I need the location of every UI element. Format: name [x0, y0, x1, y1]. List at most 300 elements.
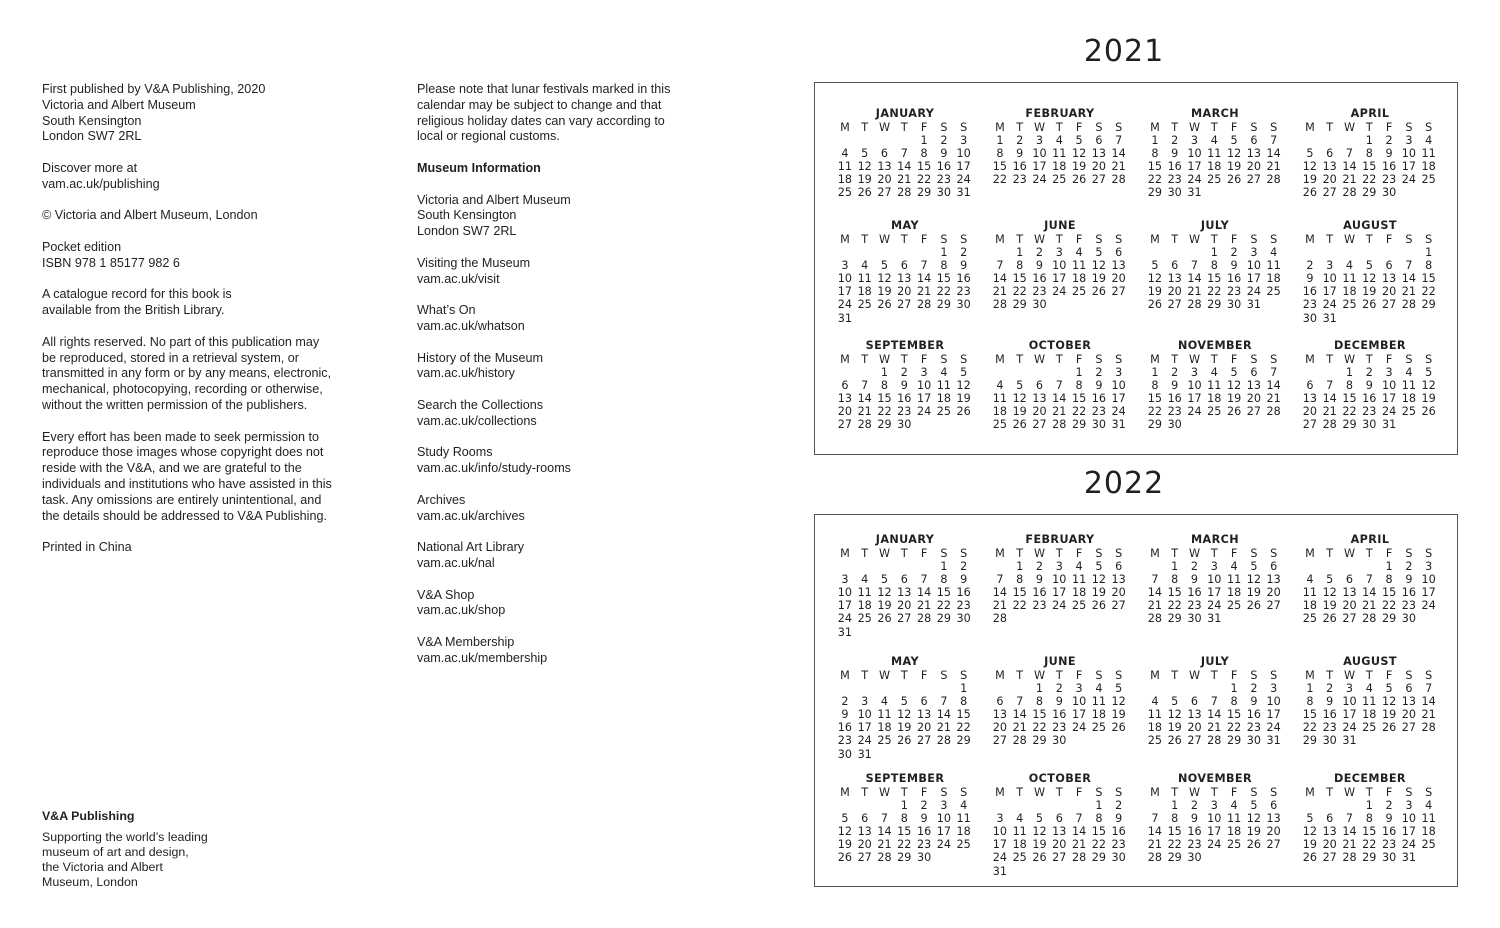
day-cell: 29 [1147, 186, 1163, 200]
weekday-header: S [1250, 353, 1258, 366]
weekday-header: M [1305, 786, 1315, 799]
day-cell: 9 [1385, 147, 1393, 161]
day-cell: 18 [1421, 160, 1436, 174]
catalogue-record: A catalogue record for this book is available from the British Library. [42, 287, 232, 318]
day-cell: 16 [1091, 392, 1106, 406]
day-cell: 11 [1207, 147, 1222, 161]
day-cell: 20 [1111, 272, 1126, 286]
day-cell: 13 [877, 160, 892, 174]
day-cell: 23 [1302, 298, 1318, 312]
day-cell: 27 [1381, 298, 1397, 312]
day-cell: 29 [1421, 298, 1436, 312]
day-cell: 26 [1071, 173, 1087, 187]
day-cell: 21 [877, 838, 892, 852]
empty-cell [1359, 560, 1379, 573]
month-february [990, 533, 1130, 626]
day-cell: 19 [1226, 392, 1242, 406]
weekday-header: T [1016, 786, 1024, 799]
day-cell: 26 [1421, 405, 1436, 419]
day-cell: 12 [1032, 825, 1047, 839]
day-cell: 9 [1095, 379, 1103, 393]
day-cell: 17 [837, 285, 853, 299]
day-cell: 22 [1032, 721, 1047, 735]
link-study-rooms: Study Rooms vam.ac.uk/info/study-rooms [417, 445, 571, 476]
day-grid [1300, 121, 1440, 200]
day-cell: 11 [1342, 272, 1357, 286]
day-cell: 25 [1421, 838, 1436, 852]
day-cell: 6 [1250, 366, 1258, 380]
day-cell: 22 [877, 405, 892, 419]
weekday-header: S [1425, 121, 1433, 134]
empty-cell [1204, 682, 1224, 695]
day-cell: 25 [1302, 612, 1318, 626]
day-cell: 5 [861, 147, 869, 161]
day-cell: 11 [1147, 708, 1163, 722]
day-cell: 15 [1032, 708, 1047, 722]
day-cell: 6 [1250, 134, 1258, 148]
day-cell: 2 [841, 695, 849, 709]
day-cell: 28 [1342, 851, 1357, 865]
day-cell: 8 [1306, 695, 1314, 709]
day-cell: 12 [1381, 695, 1397, 709]
weekday-header: W [1033, 121, 1046, 134]
day-cell: 29 [1032, 734, 1047, 748]
day-cell: 3 [861, 695, 869, 709]
day-cell: 3 [1115, 366, 1123, 380]
weekday-header: S [1425, 233, 1433, 246]
weekday-header: T [1210, 547, 1218, 560]
day-cell: 6 [841, 379, 849, 393]
empty-cell [914, 246, 934, 259]
day-cell: 5 [1250, 560, 1258, 574]
weekday-header: S [1270, 121, 1278, 134]
empty-cell [1185, 246, 1205, 259]
empty-cell [1030, 799, 1050, 812]
day-cell: 16 [1401, 586, 1416, 600]
day-cell: 2 [1250, 682, 1258, 696]
empty-cell [1049, 366, 1069, 379]
day-cell: 14 [992, 586, 1008, 600]
empty-cell [894, 246, 914, 259]
day-cell: 24 [916, 405, 932, 419]
month-name: JUNE [1044, 219, 1076, 232]
day-cell: 31 [1322, 311, 1337, 325]
day-cell: 30 [1401, 612, 1416, 626]
day-cell: 26 [1246, 838, 1261, 852]
empty-cell [894, 560, 914, 573]
day-cell: 20 [1302, 405, 1318, 419]
weekday-header: T [1016, 121, 1024, 134]
day-cell: 12 [956, 379, 971, 393]
day-cell: 4 [861, 573, 869, 587]
weekday-header: S [940, 353, 948, 366]
day-cell: 28 [1421, 721, 1436, 735]
year-title-2022: 2022 [1083, 466, 1165, 501]
day-cell: 28 [857, 418, 872, 432]
day-cell: 30 [897, 418, 912, 432]
publisher-address: First published by V&A Publishing, 2020 Victoria and Albert Museum South Kensington London SW7 2RL [42, 82, 266, 144]
day-grid [990, 121, 1130, 186]
weekday-header: F [1230, 786, 1238, 799]
day-cell: 7 [880, 812, 889, 826]
day-cell: 5 [1075, 134, 1083, 148]
weekday-header: S [1115, 786, 1123, 799]
month-name: FEBRUARY [1025, 533, 1095, 546]
weekday-header: T [900, 786, 908, 799]
day-cell: 21 [1111, 160, 1126, 174]
weekday-header: T [900, 547, 908, 560]
day-cell: 6 [1115, 560, 1123, 574]
day-cell: 12 [1322, 586, 1337, 600]
weekday-header: T [1171, 547, 1179, 560]
day-cell: 4 [1210, 366, 1218, 380]
weekday-header: M [840, 121, 850, 134]
day-cell: 17 [1266, 708, 1281, 722]
weekday-header: F [1385, 786, 1393, 799]
weekday-header: T [861, 786, 869, 799]
day-cell: 19 [1111, 708, 1126, 722]
weekday-header: W [1343, 547, 1356, 560]
day-cell: 20 [1032, 405, 1047, 419]
day-cell: 27 [1401, 721, 1416, 735]
empty-cell [1340, 560, 1360, 573]
day-cell: 11 [1266, 259, 1281, 273]
empty-cell [855, 134, 875, 147]
day-cell: 7 [1190, 259, 1199, 273]
day-cell: 11 [956, 812, 971, 826]
day-cell: 15 [992, 160, 1008, 174]
day-cell: 4 [1345, 259, 1354, 273]
day-cell: 24 [1421, 599, 1436, 613]
month-name: JANUARY [875, 107, 935, 120]
weekday-header: T [861, 121, 869, 134]
month-july [1145, 219, 1285, 312]
empty-cell [855, 246, 875, 259]
day-cell: 18 [936, 392, 951, 406]
day-cell: 31 [1401, 851, 1416, 865]
day-cell: 21 [936, 721, 951, 735]
day-cell: 14 [1147, 825, 1163, 839]
month-name: APRIL [1350, 107, 1390, 120]
day-cell: 9 [1171, 379, 1179, 393]
day-cell: 1 [1016, 246, 1024, 260]
weekday-header: M [995, 786, 1005, 799]
day-cell: 28 [1322, 418, 1337, 432]
day-cell: 24 [936, 838, 951, 852]
weekday-header: S [1425, 547, 1433, 560]
weekday-header: T [1365, 786, 1373, 799]
day-cell: 18 [1302, 599, 1318, 613]
day-cell: 10 [992, 825, 1008, 839]
day-cell: 30 [956, 298, 971, 312]
day-cell: 1 [900, 799, 908, 813]
day-cell: 20 [1091, 160, 1106, 174]
weekday-header: S [1405, 353, 1413, 366]
day-cell: 17 [1052, 586, 1067, 600]
day-cell: 29 [956, 734, 971, 748]
day-cell: 25 [857, 612, 872, 626]
day-cell: 12 [1302, 160, 1318, 174]
day-cell: 21 [1147, 838, 1163, 852]
day-grid [1145, 233, 1285, 312]
day-cell: 16 [956, 586, 971, 600]
day-cell: 19 [837, 838, 853, 852]
day-cell: 23 [1052, 721, 1067, 735]
weekday-header: F [1075, 353, 1083, 366]
day-cell: 16 [1246, 708, 1261, 722]
empty-cell [1030, 366, 1050, 379]
weekday-header: S [1095, 786, 1103, 799]
day-cell: 22 [1226, 721, 1242, 735]
weekday-header: M [1305, 233, 1315, 246]
day-cell: 3 [1345, 682, 1354, 696]
day-cell: 12 [837, 825, 853, 839]
weekday-header: W [1188, 786, 1201, 799]
day-cell: 4 [1405, 366, 1413, 380]
month-may [835, 219, 975, 325]
day-cell: 23 [956, 285, 971, 299]
day-cell: 2 [960, 560, 968, 574]
weekday-header: F [1230, 669, 1238, 682]
day-cell: 29 [1091, 851, 1106, 865]
day-cell: 17 [1071, 708, 1087, 722]
day-cell: 25 [857, 298, 872, 312]
day-cell: 26 [1032, 851, 1047, 865]
day-cell: 24 [1246, 285, 1261, 299]
empty-cell [1010, 682, 1030, 695]
weekday-header: S [1425, 786, 1433, 799]
weekday-header: T [1210, 669, 1218, 682]
day-cell: 20 [1052, 838, 1067, 852]
day-cell: 23 [837, 734, 853, 748]
day-cell: 2 [1055, 682, 1063, 696]
day-cell: 27 [1111, 599, 1126, 613]
day-cell: 3 [996, 812, 1004, 826]
day-cell: 30 [1362, 418, 1377, 432]
day-cell: 25 [1207, 173, 1222, 187]
day-cell: 19 [1091, 272, 1106, 286]
day-cell: 18 [1207, 160, 1222, 174]
day-cell: 6 [1035, 379, 1044, 393]
day-cell: 11 [992, 392, 1008, 406]
day-cell: 30 [1302, 311, 1318, 325]
day-cell: 22 [1147, 173, 1163, 187]
day-cell: 20 [1266, 825, 1281, 839]
day-cell: 1 [1210, 246, 1218, 260]
day-cell: 1 [1171, 560, 1179, 574]
day-grid [835, 233, 975, 325]
day-cell: 20 [1187, 721, 1202, 735]
day-cell: 7 [1151, 573, 1159, 587]
weekday-header: F [1385, 353, 1393, 366]
day-cell: 2 [1385, 799, 1393, 813]
imprint [42, 809, 242, 890]
calendar-2021 [814, 82, 1458, 455]
day-cell: 25 [1226, 599, 1242, 613]
day-cell: 1 [960, 682, 968, 696]
day-cell: 22 [1207, 285, 1222, 299]
day-cell: 14 [877, 825, 892, 839]
day-cell: 4 [996, 379, 1004, 393]
weekday-header: T [1055, 233, 1063, 246]
day-cell: 25 [1401, 405, 1416, 419]
empty-cell [1300, 560, 1320, 573]
day-cell: 20 [916, 721, 932, 735]
day-cell: 21 [916, 285, 932, 299]
day-cell: 24 [837, 298, 853, 312]
day-cell: 15 [1226, 708, 1242, 722]
weekday-header: S [940, 547, 948, 560]
day-cell: 28 [992, 612, 1008, 626]
day-cell: 20 [1246, 392, 1261, 406]
month-january [835, 107, 975, 200]
empty-cell [914, 560, 934, 573]
weekday-header: M [1305, 121, 1315, 134]
weekday-header: T [1171, 233, 1179, 246]
day-cell: 9 [1171, 147, 1179, 161]
weekday-header: S [940, 233, 948, 246]
weekday-header: W [1188, 669, 1201, 682]
day-cell: 6 [1115, 246, 1123, 260]
day-cell: 9 [1035, 259, 1044, 273]
day-cell: 6 [900, 573, 908, 587]
day-cell: 16 [1381, 160, 1397, 174]
day-cell: 24 [1032, 173, 1047, 187]
day-cell: 14 [857, 392, 872, 406]
day-cell: 16 [956, 272, 971, 286]
weekday-header: T [861, 547, 869, 560]
printed-in: Printed in China [42, 540, 132, 555]
day-cell: 30 [1052, 734, 1067, 748]
year-title-2021: 2021 [1083, 34, 1165, 69]
day-cell: 17 [1111, 392, 1126, 406]
day-cell: 29 [1381, 612, 1397, 626]
day-cell: 23 [1111, 838, 1126, 852]
day-cell: 1 [1095, 799, 1103, 813]
day-cell: 25 [1071, 599, 1087, 613]
day-cell: 12 [1246, 812, 1261, 826]
day-cell: 8 [1345, 379, 1354, 393]
day-cell: 6 [1326, 147, 1334, 161]
day-cell: 25 [1226, 838, 1242, 852]
day-cell: 11 [1421, 812, 1436, 826]
day-cell: 14 [1147, 586, 1163, 600]
day-cell: 15 [1381, 586, 1397, 600]
day-cell: 5 [960, 366, 968, 380]
day-cell: 23 [1381, 173, 1397, 187]
weekday-header: T [1365, 121, 1373, 134]
day-cell: 22 [1012, 599, 1027, 613]
weekday-header: W [1033, 547, 1046, 560]
day-cell: 8 [1385, 573, 1393, 587]
weekday-header: W [878, 669, 891, 682]
day-cell: 26 [1302, 186, 1318, 200]
day-cell: 28 [1342, 186, 1357, 200]
weekday-header: T [1326, 786, 1334, 799]
day-cell: 18 [1362, 708, 1377, 722]
day-cell: 22 [1071, 405, 1087, 419]
day-cell: 18 [1012, 838, 1027, 852]
day-cell: 2 [1171, 134, 1179, 148]
day-cell: 9 [940, 147, 948, 161]
empty-cell [875, 134, 895, 147]
empty-cell [835, 682, 855, 695]
month-name: AUGUST [1343, 219, 1397, 232]
day-cell: 7 [920, 259, 928, 273]
month-august [1300, 655, 1440, 748]
day-cell: 6 [1270, 560, 1278, 574]
day-cell: 3 [1385, 366, 1393, 380]
day-cell: 15 [916, 160, 932, 174]
day-cell: 2 [1385, 134, 1393, 148]
day-cell: 18 [1207, 392, 1222, 406]
day-cell: 5 [1095, 246, 1103, 260]
publication-details [42, 82, 372, 572]
day-cell: 10 [916, 379, 932, 393]
day-cell: 18 [1147, 721, 1163, 735]
day-cell: 19 [1167, 721, 1182, 735]
empty-cell [835, 560, 855, 573]
day-cell: 3 [1035, 134, 1044, 148]
day-cell: 1 [1365, 799, 1373, 813]
day-cell: 24 [1052, 599, 1067, 613]
day-cell: 5 [1425, 366, 1433, 380]
day-cell: 5 [1230, 366, 1238, 380]
day-cell: 2 [1016, 134, 1024, 148]
day-cell: 4 [861, 259, 869, 273]
weekday-header: F [1230, 353, 1238, 366]
link-visit: Visiting the Museum vam.ac.uk/visit [417, 255, 531, 286]
day-cell: 10 [1266, 695, 1281, 709]
day-cell: 4 [1365, 682, 1373, 696]
month-name: NOVEMBER [1178, 772, 1252, 785]
day-cell: 28 [897, 186, 912, 200]
month-name: NOVEMBER [1178, 339, 1252, 352]
month-name: MARCH [1191, 107, 1239, 120]
day-cell: 26 [1362, 298, 1377, 312]
day-cell: 10 [1071, 695, 1087, 709]
weekday-header: S [1250, 547, 1258, 560]
weekday-header: M [1305, 669, 1315, 682]
day-grid [835, 547, 975, 639]
day-cell: 27 [1052, 851, 1067, 865]
weekday-header: F [920, 233, 928, 246]
day-cell: 19 [857, 173, 872, 187]
day-cell: 16 [1322, 708, 1337, 722]
day-cell: 4 [1151, 695, 1159, 709]
day-cell: 19 [877, 599, 892, 613]
day-cell: 4 [1230, 799, 1238, 813]
day-cell: 4 [1306, 573, 1314, 587]
day-cell: 12 [1111, 695, 1126, 709]
weekday-header: S [1250, 233, 1258, 246]
empty-cell [1049, 799, 1069, 812]
link-collections: Search the Collections vam.ac.uk/collections [417, 397, 544, 428]
day-cell: 24 [857, 734, 872, 748]
day-cell: 29 [936, 298, 951, 312]
day-cell: 21 [1052, 405, 1067, 419]
day-cell: 22 [1147, 405, 1163, 419]
day-cell: 23 [1187, 838, 1202, 852]
day-cell: 10 [1401, 147, 1416, 161]
day-cell: 10 [1246, 259, 1261, 273]
day-cell: 13 [1246, 147, 1261, 161]
day-cell: 27 [897, 298, 912, 312]
day-cell: 18 [1071, 586, 1087, 600]
weekday-header: W [1188, 233, 1201, 246]
day-cell: 8 [1016, 573, 1024, 587]
empty-cell [1010, 799, 1030, 812]
